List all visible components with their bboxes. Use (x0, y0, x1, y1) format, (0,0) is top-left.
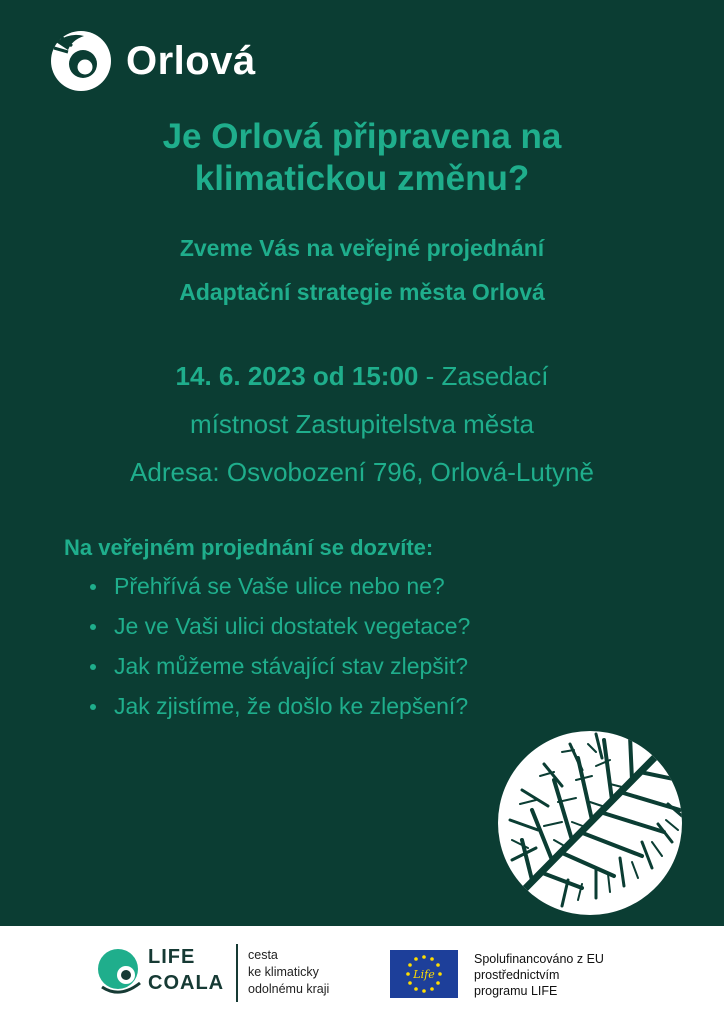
list-item: Přehřívá se Vaše ulice nebo ne? (90, 566, 470, 606)
event-datetime: 14. 6. 2023 od 15:00 (175, 361, 419, 391)
eu-cofinancing-text (474, 951, 604, 999)
tagline-line-2: ke klimaticky (248, 965, 319, 979)
event-venue-part1: - Zasedací (418, 361, 549, 391)
leaf-icon (492, 730, 688, 916)
subtitle-line-2: Adaptační strategie města Orlová (179, 279, 545, 305)
eu-text-line-1: Spolufinancováno z EU (474, 952, 604, 966)
eu-flag-label: Life (413, 968, 435, 981)
learn-title: Na veřejném projednání se dozvíte: (64, 535, 434, 560)
page-title (0, 116, 724, 200)
event-address: Adresa: Osvobození 796, Orlová-Lutyně (130, 457, 594, 487)
life-coala-tagline (248, 947, 329, 998)
life-coala-logo-icon (96, 947, 144, 995)
list-item: Jak můžeme stávající stav zlepšit? (90, 646, 470, 686)
event-venue-part2: místnost Zastupitelstva města (190, 409, 534, 439)
learn-list (90, 566, 470, 726)
list-item: Jak zjistíme, že došlo ke zlepšení? (90, 686, 470, 726)
footer-divider (236, 944, 238, 1002)
orlova-swan-logo-icon (50, 30, 112, 92)
tagline-line-1: cesta (248, 948, 278, 962)
event-datetime-line (0, 352, 724, 400)
title-line-2: klimatickou změnu? (194, 159, 530, 198)
subtitle (0, 226, 724, 314)
list-item: Je ve Vaši ulici dostatek vegetace? (90, 606, 470, 646)
event-details (0, 352, 724, 496)
brand-name: Orlová (126, 38, 256, 83)
subtitle-line-1: Zveme Vás na veřejné projednání (179, 235, 545, 261)
coala-label: COALA (148, 972, 225, 994)
eu-flag-icon (390, 950, 458, 998)
life-coala-wordmark (148, 944, 224, 996)
tagline-line-3: odolnému kraji (248, 982, 330, 996)
eu-text-line-3: programu LIFE (474, 984, 558, 998)
brand-header (50, 30, 256, 92)
life-label: LIFE (148, 946, 196, 968)
eu-text-line-2: prostřednictvím (474, 968, 560, 982)
title-line-1: Je Orlová připravena na (162, 117, 562, 156)
